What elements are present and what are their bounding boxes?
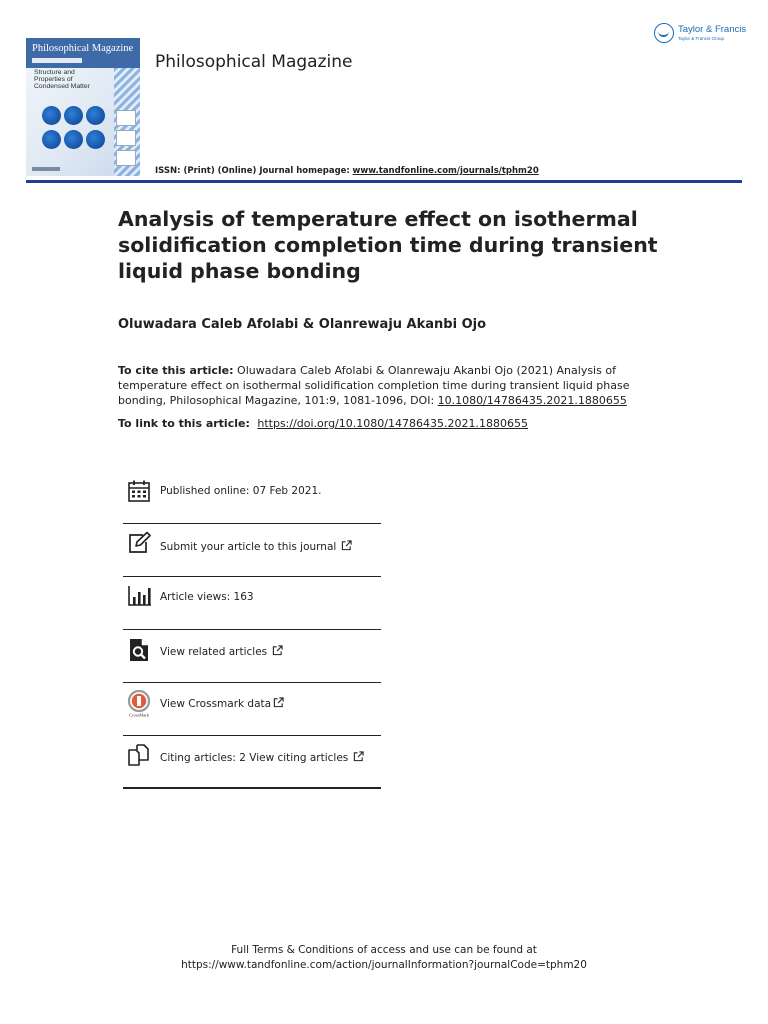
publisher-logo[interactable] — [654, 22, 754, 48]
citation-label: To cite this article: — [118, 364, 234, 377]
published-date-text: Published online: 07 Feb 2021. — [160, 485, 322, 497]
submit-article-label: Submit your article to this journal — [160, 541, 337, 553]
article-views-row — [123, 584, 381, 612]
divider — [123, 735, 381, 736]
published-row — [123, 478, 381, 506]
cover-panel — [116, 130, 136, 146]
calendar-icon — [127, 479, 151, 503]
bar-chart-icon — [127, 584, 151, 608]
cover-subtitle — [34, 69, 114, 90]
article-doi-url-link[interactable]: https://doi.org/10.1080/14786435.2021.1880655 — [257, 417, 528, 430]
related-articles-link[interactable] — [160, 645, 283, 658]
article-authors: Oluwadara Caleb Afolabi & Olanrewaju Akanbi Ojo — [118, 317, 487, 332]
cover-circle — [42, 130, 61, 149]
doi-link[interactable]: 10.1080/14786435.2021.1880655 — [437, 394, 627, 407]
terms-footer — [0, 943, 768, 973]
divider — [123, 787, 381, 789]
cover-circle — [42, 106, 61, 125]
cover-subtitle-line: Condensed Matter — [34, 83, 90, 90]
document-search-icon — [127, 638, 151, 662]
crossmark-icon — [126, 690, 152, 718]
crossmark-caption: CrossMark — [129, 712, 149, 718]
cover-tagline-bar — [32, 58, 82, 63]
crossmark-label: View Crossmark data — [160, 698, 272, 710]
cover-panel — [116, 110, 136, 126]
divider — [123, 576, 381, 577]
article-views-text: Article views: 163 — [160, 591, 254, 603]
divider — [123, 629, 381, 630]
cover-subtitle-line: Structure and — [34, 69, 75, 76]
external-link-icon — [353, 751, 364, 762]
cover-circle — [86, 130, 105, 149]
cover-circle — [86, 106, 105, 125]
terms-url[interactable]: https://www.tandfonline.com/action/journalInformation?journalCode=tphm20 — [181, 959, 587, 971]
crossmark-row[interactable] — [123, 689, 381, 719]
citing-articles-label: Citing articles: 2 View citing articles — [160, 752, 349, 764]
related-articles-row[interactable] — [123, 636, 381, 666]
citing-articles-row[interactable] — [123, 742, 381, 772]
citing-articles-link[interactable] — [160, 751, 364, 764]
cover-panel — [116, 150, 136, 166]
cover-masthead — [26, 38, 140, 68]
article-link-label: To link to this article: — [118, 417, 250, 430]
issn-line — [155, 166, 539, 176]
article-title: Analysis of temperature effect on isothermal solidification completion time during transient liquid phase bonding — [118, 207, 658, 283]
journal-title: Philosophical Magazine — [155, 52, 353, 72]
external-link-icon — [341, 540, 352, 551]
submit-article-row[interactable] — [123, 531, 381, 561]
journal-cover-image — [26, 38, 140, 176]
citation-block — [118, 363, 658, 408]
external-link-icon — [272, 645, 283, 656]
publisher-name: Taylor & Francis — [678, 24, 747, 35]
terms-text: Full Terms & Conditions of access and use can be found at — [231, 944, 537, 956]
journal-homepage-link[interactable]: www.tandfonline.com/journals/tphm20 — [352, 166, 539, 176]
related-articles-label: View related articles — [160, 646, 268, 658]
citing-documents-icon — [127, 743, 151, 767]
cover-masthead-text: Philosophical Magazine — [32, 43, 134, 54]
cover-subtitle-line: Properties of — [34, 76, 73, 83]
issn-label: ISSN: (Print) (Online) Journal homepage: — [155, 166, 350, 176]
article-link-line — [118, 417, 528, 430]
edit-icon — [127, 531, 151, 555]
cover-circle — [64, 106, 83, 125]
publisher-group: Taylor & Francis Group — [678, 36, 725, 41]
header-divider — [26, 180, 742, 183]
cover-publisher-mark — [32, 167, 60, 171]
submit-article-link[interactable] — [160, 540, 352, 553]
divider — [123, 523, 381, 524]
divider — [123, 682, 381, 683]
cover-circle — [64, 130, 83, 149]
citation-text: Oluwadara Caleb Afolabi & Olanrewaju Akanbi Ojo (2021) Analysis of temperature effect on isothermal solidification completion time during transient liquid phase bonding, Philosophical Magazine, 101:9, 1081-1096, DOI: — [118, 364, 630, 407]
crossmark-link[interactable] — [160, 697, 284, 710]
publisher-logo-icon — [654, 23, 674, 43]
external-link-icon — [273, 697, 284, 708]
